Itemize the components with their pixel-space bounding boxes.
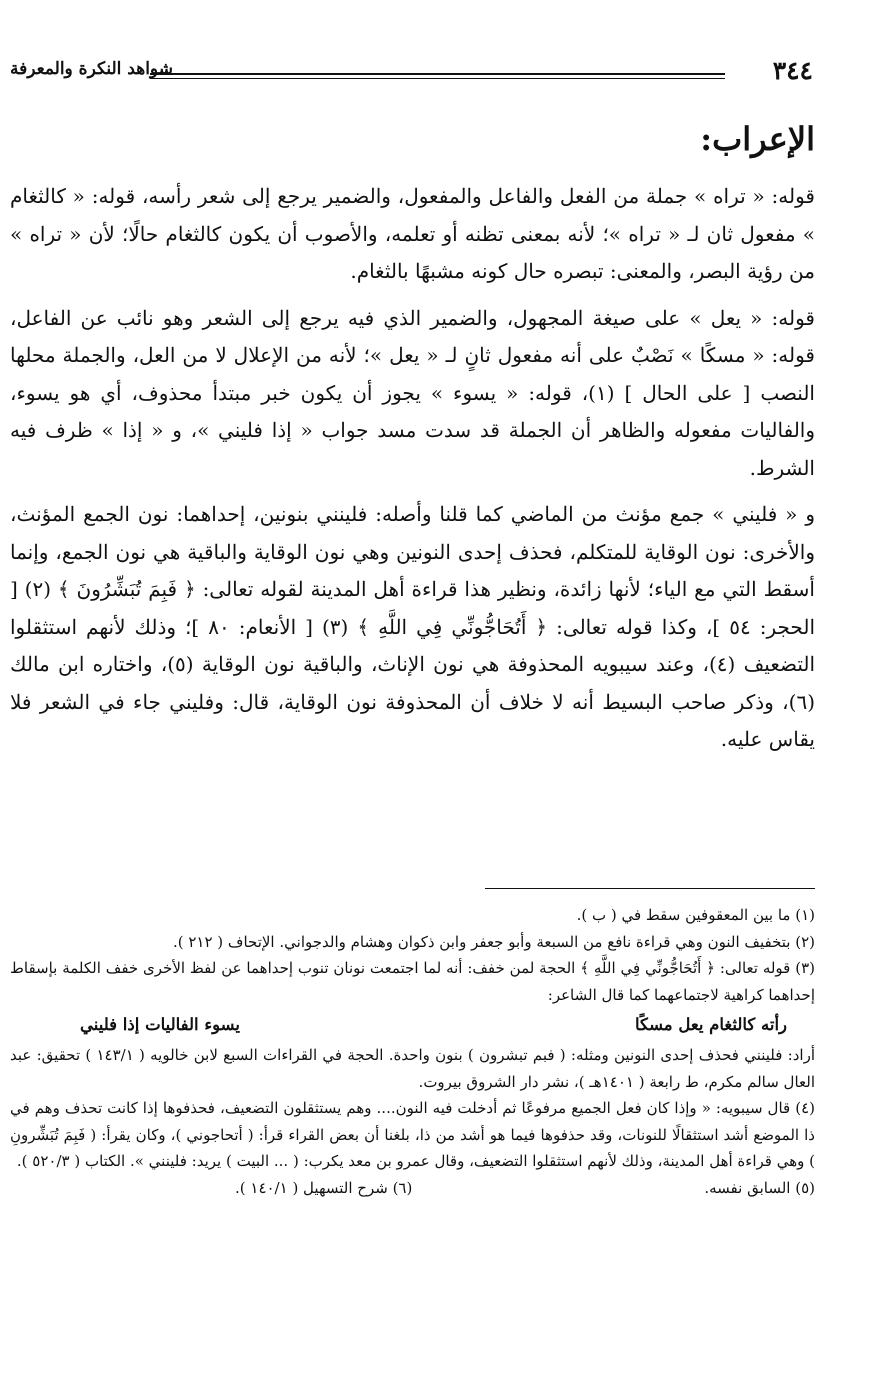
footnote-3: (٣) قوله تعالى: ﴿ أَتُحَاجُّونِّي فِي اللَّهِ ﴾ الحجة لمن خفف: أنه لما اجتمعت نونان تنوب إحداهما عن لفظ الأخرى خفف الكلمة بإسقاط إحداهما كراهية لاجتماعهما كما قال الشاعر: [10, 959, 815, 1004]
header-rule [150, 73, 725, 75]
paragraph-1: قوله: « تراه » جملة من الفعل والفاعل والمفعول، والضمير يرجع إلى شعر رأسه، قوله: « كالثغام » مفعول ثان لـ « تراه »؛ لأنه بمعنى تظنه أو تعلمه، والأصوب أن يكون كالثغام حالًا؛ لأن « تراه » من رؤية البصر، والمعنى: تبصره حال كونه مشبهًا بالثغام. [10, 184, 815, 283]
book-title: شواهد النكرة والمعرفة [10, 59, 173, 79]
main-text [10, 178, 815, 768]
footnote-6: (٦) شرح التسهيل ( ١٤٠/١ ). [235, 1178, 413, 1197]
footnote-3-continued: أراد: فلينني فحذف إحدى النونين ومثله: ( فبم تبشرون ) بنون واحدة. الحجة في القراءات السبع لابن خالويه ( ١٤٣/١ ) تحقيق: عبد العال سالم مكرم، ط رابعة ( ١٤٠١هـ )، نشر دار الشروق بيروت. [10, 1046, 815, 1091]
footnote-row-5-6 [10, 1175, 815, 1205]
paragraph-3: و « فليني » جمع مؤنث من الماضي كما قلنا وأصله: فلينني بنونين، إحداهما: نون الجمع المؤنث، والأخرى: نون الوقاية للمتكلم، فحذف إحدى النونين وهي نون الوقاية والباقية هي نون الجمع، وإنما أسقط التي مع الياء؛ لأنها زائدة، ونظير هذا قراءة أهل المدينة لقوله تعالى: ﴿ فَبِمَ تُبَشِّرُونَ ﴾ (٢) [ الحجر: ٥٤ ]، وكذا قوله تعالى: ﴿ أَتُحَاجُّونِّي فِي اللَّهِ ﴾ (٣) [ الأنعام: ٨٠ ]؛ وذلك لأنهم استثقلوا التضعيف (٤)، وعند سيبويه المحذوفة هي نون الإناث، والباقية نون الوقاية (٥)، واختاره ابن مالك (٦)، وذكر صاحب البسيط أنه لا خلاف أن المحذوفة نون الوقاية، قال: وفليني جاء في الشعر فلا يقاس عليه. [10, 502, 816, 751]
section-heading: الإعراب: [700, 120, 815, 158]
footnotes [10, 902, 815, 1205]
paragraph-2: قوله: « يعل » على صيغة المجهول، والضمير الذي فيه يرجع إلى الشعر وهو نائب عن الفاعل، قوله: « مسكًا » نَصْبٌ على أنه مفعول ثانٍ لـ « يعل »؛ لأنه من الإعلال لا من العل، والجملة محلها النصب [ على الحال ] (١)، قوله: « يسوء » يجوز أن يكون خبر مبتدأ محذوف، أي هو يسوء، والفاليات مفعوله والظاهر أن الجملة قد سدت مسد جواب « إذا فليني »، و « إذا » ظرف فيه الشرط. [10, 305, 815, 480]
footnote-5: (٥) السابق نفسه. [704, 1178, 815, 1197]
footnote-1: (١) ما بين المعقوفين سقط في ( ب ). [576, 906, 815, 924]
poetry-verse [10, 1008, 815, 1042]
verse-second-hemistich: يسوء الفاليات إذا فليني [80, 1015, 240, 1034]
footnote-separator [485, 888, 815, 889]
footnote-2: (٢) بتخفيف النون وهي قراءة نافع من السبعة وأبو جعفر وابن ذكوان وهشام والدجواني. الإتحاف ( ٢١٢ ). [172, 932, 815, 951]
page-header [10, 56, 813, 92]
footnote-4: (٤) قال سيبويه: « وإذا كان فعل الجميع مرفوعًا ثم أدخلت فيه النون.... وهم يستثقلون التضعيف، فحذفوها إذا كانت تحذف وهم في ذا الموضع أشد استثقالًا للنونات، وقد حذفوها فيما هو أشد من ذا، بلغنا أن بعض القراء قرأ: ( أتحاجوني )، وكان يقرأ: ( فَبِمَ تُبَشِّرونِ ) وهي قراءة أهل المدينة، وذلك لأنهم استثقلوا التضعيف، وقال عمرو بن معد يكرب: ( ... البيت ) يريد: فلينني ». الكتاب ( ٥٢٠/٣ ). [10, 1099, 815, 1170]
verse-first-hemistich: رأته كالثغام يعل مسكًا [634, 1015, 787, 1034]
header-rule-thin [150, 78, 725, 79]
page-number: ٣٤٤ [772, 56, 813, 85]
